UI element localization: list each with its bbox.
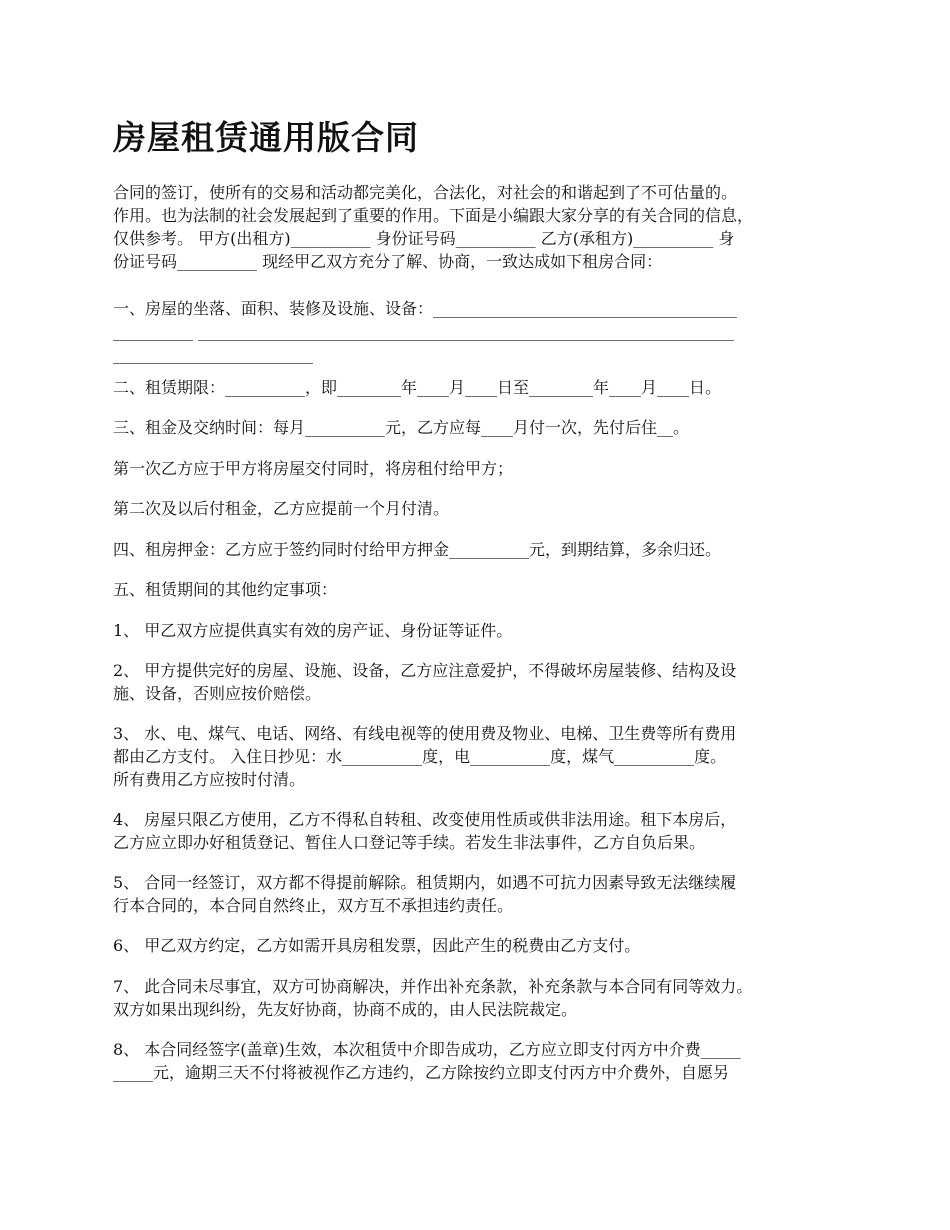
item-3-utilities: 3、 水、电、煤气、电话、网络、有线电视等的使用费及物业、电梯、卫生费等所有费用 都由乙方支付。 入住日抄见：水__________度，电__________度，煤气__________度。 所有费用乙方应按时付清。 bbox=[113, 724, 737, 789]
clause-3-rent-payment: 三、租金及交纳时间：每月__________元，乙方应每____月付一次，先付后住__。 bbox=[113, 418, 690, 437]
first-payment-note: 第一次乙方应于甲方将房屋交付同时，将房租付给甲方； bbox=[113, 459, 514, 478]
document-title: 房屋租赁通用版合同 bbox=[113, 118, 419, 157]
item-4-usage: 4、 房屋只限乙方使用，乙方不得私自转租、改变使用性质或供非法用途。租下本房后， 乙方应立即办好租赁登记、暂住人口登记等手续。若发生非法事件，乙方自负后果。 bbox=[113, 810, 737, 852]
item-1-documents: 1、 甲乙双方应提供真实有效的房产证、身份证等证件。 bbox=[113, 621, 513, 640]
clause-4-deposit: 四、租房押金：乙方应于签约同时付给甲方押金__________元，到期结算，多余归还。 bbox=[113, 540, 722, 559]
item-5-termination: 5、 合同一经签订，双方都不得提前解除。租赁期内，如遇不可抗力因素导致无法继续履 行本合同的，本合同自然终止，双方互不承担违约责任。 bbox=[113, 873, 737, 915]
clause-5-heading: 五、租赁期间的其他约定事项： bbox=[113, 580, 338, 599]
intro-paragraph: 合同的签订，使所有的交易和活动都完美化，合法化，对社会的和谐起到了不可估量的。 作用。也为法制的社会发展起到了重要的作用。下面是小编跟大家分享的有关合同的信息， 仅供参考。 甲方(出租方)__________ 身份证号码__________ 乙方(承租方)__________ 身 份证号码__________ 现经甲乙双方充分了解、协商，一致达成如下租房合同： bbox=[113, 183, 754, 271]
item-2-facilities: 2、 甲方提供完好的房屋、设施、设备，乙方应注意爱护，不得破坏房屋装修、结构及设 施、设备，否则应按价赔偿。 bbox=[113, 661, 737, 703]
clause-2-lease-term: 二、租赁期限：__________，即________年____月____日至________年____月____日。 bbox=[113, 378, 722, 397]
item-8-agency-fee: 8、 本合同经签字(盖章)生效，本次租赁中介即告成功，乙方应立即支付丙方中介费_____ _____元，逾期三天不付将被视作乙方违约，乙方除按约立即支付丙方中介费外，自愿另 bbox=[113, 1040, 741, 1082]
item-6-invoice: 6、 甲乙双方约定，乙方如需开具房租发票，因此产生的税费由乙方支付。 bbox=[113, 936, 641, 955]
subsequent-payment-note: 第二次及以后付租金，乙方应提前一个月付清。 bbox=[113, 499, 450, 518]
item-7-supplement: 7、 此合同未尽事宜，双方可协商解决，并作出补充条款，补充条款与本合同有同等效力。 双方如果出现纠纷，先友好协商，协商不成的，由人民法院裁定。 bbox=[113, 977, 753, 1019]
clause-1-premises: 一、房屋的坐落、面积、装修及设施、设备：______________________________________ __________ ___________________________________________________________________ _________________________ bbox=[113, 299, 738, 364]
